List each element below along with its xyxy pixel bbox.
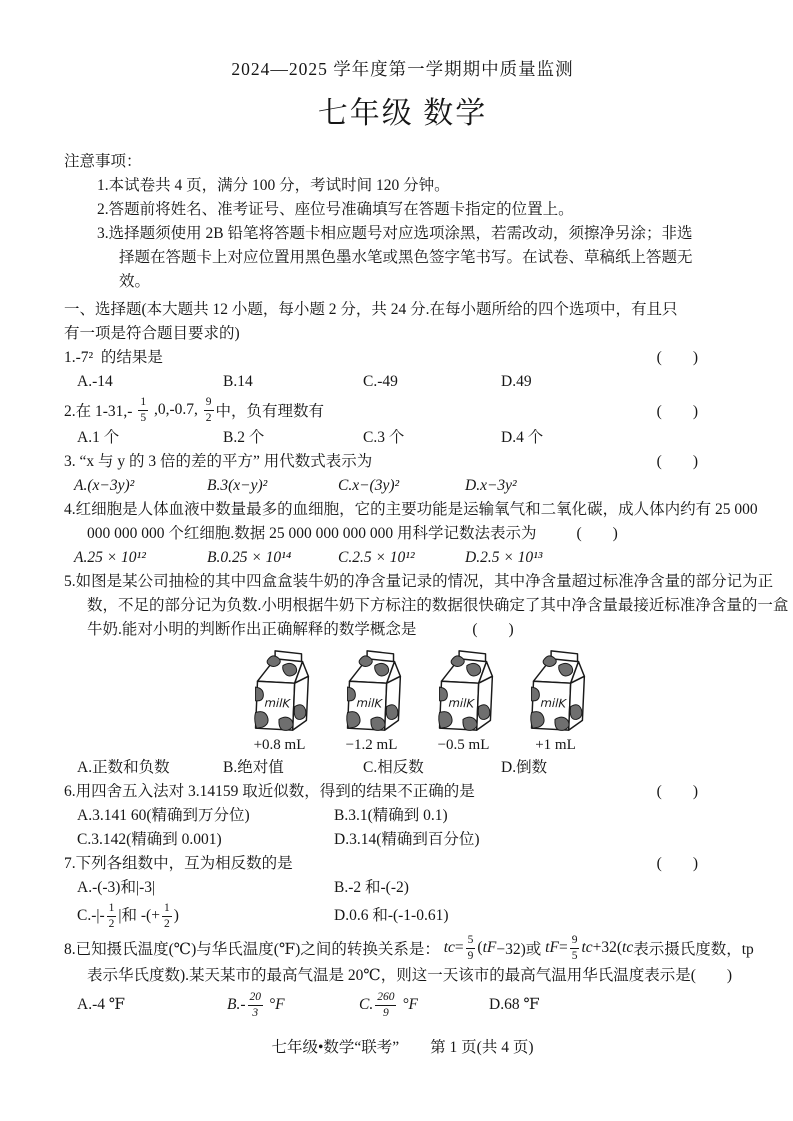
notice-item-3: 3.选择题须使用 2B 铅笔将答题卡相应题号对应选项涂黑，若需改动，须擦净另涂；非选	[97, 225, 693, 242]
variable-tc: tc	[443, 939, 455, 956]
fraction: $\frac{20}{3}$	[249, 991, 262, 1019]
fraction: $\frac{9}{5}$	[571, 934, 578, 962]
option: B.2 个	[223, 429, 265, 446]
option: C.2.5 × 10¹²	[338, 549, 415, 566]
option: C.相反数	[363, 759, 424, 776]
question-6	[64, 780, 741, 852]
answer-bracket: ( )	[690, 967, 733, 984]
option: B.0.25 × 10¹⁴	[207, 549, 292, 566]
carton-value-label: +1 mL	[535, 737, 576, 753]
answer-bracket: ( )	[472, 621, 514, 638]
option: C.3.142(精确到 0.001)	[77, 831, 222, 848]
option: D.2.5 × 10¹³	[465, 549, 543, 566]
option: C.-|- $\frac{1}{2}$ |和 -(+ $\frac{1}{2}$ )	[77, 902, 179, 930]
option: D.49	[501, 373, 532, 390]
option: D.4 个	[501, 429, 544, 446]
question-stem: 6.用四舍五入法对 3.14159 取近似数，得到的结果不正确的是	[64, 783, 475, 800]
option: D.3.14(精确到百分位)	[334, 831, 480, 848]
option: C.x−(3y)²	[338, 477, 400, 494]
option: A.1 个	[77, 429, 120, 446]
answer-bracket: ( )	[656, 403, 698, 420]
fraction: $\frac{1}{2}$	[163, 902, 170, 930]
answer-bracket: ( )	[656, 783, 698, 800]
section-1-heading	[64, 298, 741, 346]
milk-carton-icon	[337, 646, 407, 736]
page-title: 七年级 数学	[317, 97, 488, 130]
exam-session-title: 2024—2025 学年度第一学期期中质量监测	[231, 59, 574, 79]
answer-bracket: ( )	[576, 525, 618, 542]
milk-carton-1	[241, 646, 319, 754]
notice-heading: 注意事项：	[64, 153, 142, 170]
question-stem-line1: 8.已知摄氏温度(℃)与华氏温度(℉)之间的转换关系是： tc = $\frac{5}{9}$ ( tF −32)或 tF = $\frac{9}{5}$ tc +32( tc 表示摄氏度数，tp	[64, 934, 754, 962]
option: B.3(x−y)²	[207, 477, 268, 494]
option: B.-2 和-(-2)	[334, 879, 409, 896]
question-stem-line2: 表示华氏度数).某天某市的最高气温是 20℃，则这一天该市的最高气温用华氏温度表示是 ( )	[64, 964, 741, 988]
question-5	[64, 570, 789, 780]
option: D.x−3y²	[465, 477, 517, 494]
notice-item-3-cont2: 效。	[119, 273, 151, 290]
option: A.3.141 60(精确到万分位)	[77, 807, 250, 824]
question-stem-line3: 牛奶.能对小明的判断作出正确解释的数学概念是 ( )	[87, 621, 514, 638]
option: A.-(-3)和|-3|	[77, 879, 156, 896]
notice-item-3-cont: 择题在答题卡上对应位置用黑色墨水笔或黑色签字笔书写。在试卷、草稿纸上答题无	[119, 249, 693, 266]
section-heading-line1: 一、选择题(本大题共 12 小题，每小题 2 分，共 24 分.在每小题所给的四个选项中，有且只	[64, 301, 678, 318]
milk-carton-3	[425, 646, 503, 754]
carton-value-label: −0.5 mL	[437, 737, 490, 753]
answer-bracket: ( )	[656, 855, 698, 872]
question-stem-line1: 4.红细胞是人体血液中数量最多的血细胞，它的主要功能是运输氧气和二氧化碳，成人体内约有 25 000	[64, 501, 758, 518]
notice-item-2: 2.答题前将姓名、准考证号、座位号准确填写在答题卡指定的位置上。	[97, 201, 574, 218]
answer-bracket: ( )	[656, 453, 698, 470]
carton-value-label: +0.8 mL	[253, 737, 306, 753]
milk-carton-figure	[94, 646, 741, 754]
page-footer: 七年级•数学“联考” 第 1 页(共 4 页)	[271, 1039, 534, 1056]
milk-carton-icon	[245, 646, 315, 736]
option: C.3 个	[363, 429, 405, 446]
variable-tc: tc	[581, 939, 593, 956]
question-stem-line2: 数，不足的部分记为负数.小明根据牛奶下方标注的数据很快确定了其中净含量最接近标准净含量的一盒	[87, 597, 789, 614]
option: C.-49	[363, 373, 398, 390]
section-heading-line2: 有一项是符合题目要求的)	[64, 325, 240, 342]
option: B.绝对值	[223, 759, 284, 776]
milk-carton-icon	[429, 646, 499, 736]
carton-value-label: −1.2 mL	[345, 737, 398, 753]
question-1	[64, 346, 741, 394]
milk-carton-4	[517, 646, 595, 754]
question-2	[64, 394, 741, 450]
option: D.0.6 和-(-1-0.61)	[334, 907, 449, 924]
option: A.正数和负数	[77, 759, 170, 776]
question-8	[64, 932, 754, 1022]
option: A.25 × 10¹²	[74, 549, 146, 566]
notice-section	[64, 150, 741, 294]
question-stem: 3. “x 与 y 的 3 倍的差的平方” 用代数式表示为	[64, 453, 373, 470]
option: D.68 ℉	[489, 996, 540, 1013]
milk-carton-icon	[521, 646, 591, 736]
question-stem: 2.在 1-31,- $\frac{1}{5}$ ,0,-0.7, $\frac{9}{2}$ 中，负有理数有 ( )	[64, 396, 698, 424]
option: B.14	[223, 373, 253, 390]
option: A.-14	[77, 373, 113, 390]
fraction: $\frac{5}{9}$	[467, 934, 474, 962]
option: B.- $\frac{20}{3}$ °F	[227, 991, 285, 1019]
question-3	[64, 450, 741, 498]
question-stem: 1.-7² 的结果是	[64, 349, 163, 366]
variable-tf: tF	[545, 939, 559, 956]
fraction: $\frac{1}{2}$	[108, 902, 115, 930]
variable-tc: tc	[622, 939, 634, 956]
option: A.(x−3y)²	[74, 477, 135, 494]
option: A.-4 ℉	[77, 996, 126, 1013]
milk-carton-2	[333, 646, 411, 754]
question-4	[64, 498, 758, 570]
option: D.倒数	[501, 759, 548, 776]
question-7	[64, 852, 741, 932]
notice-item-1: 1.本试卷共 4 页，满分 100 分，考试时间 120 分钟。	[97, 177, 450, 194]
variable-tf: tF	[482, 939, 497, 956]
question-stem-line2: 000 000 000 个红细胞.数据 25 000 000 000 000 用科学记数法表示为 ( )	[87, 525, 618, 542]
answer-bracket: ( )	[656, 349, 698, 366]
question-stem: 7.下列各组数中，互为相反数的是	[64, 855, 293, 872]
fraction: $\frac{260}{9}$	[377, 991, 395, 1019]
option: B.3.1(精确到 0.1)	[334, 807, 448, 824]
question-stem-line1: 5.如图是某公司抽检的其中四盒盒装牛奶的净含量记录的情况，其中净含量超过标准净含量的部分记为正	[64, 573, 774, 590]
option: C. $\frac{260}{9}$ °F	[359, 991, 419, 1019]
fraction: $\frac{1}{5}$	[140, 396, 147, 424]
fraction: $\frac{9}{2}$	[205, 396, 212, 424]
